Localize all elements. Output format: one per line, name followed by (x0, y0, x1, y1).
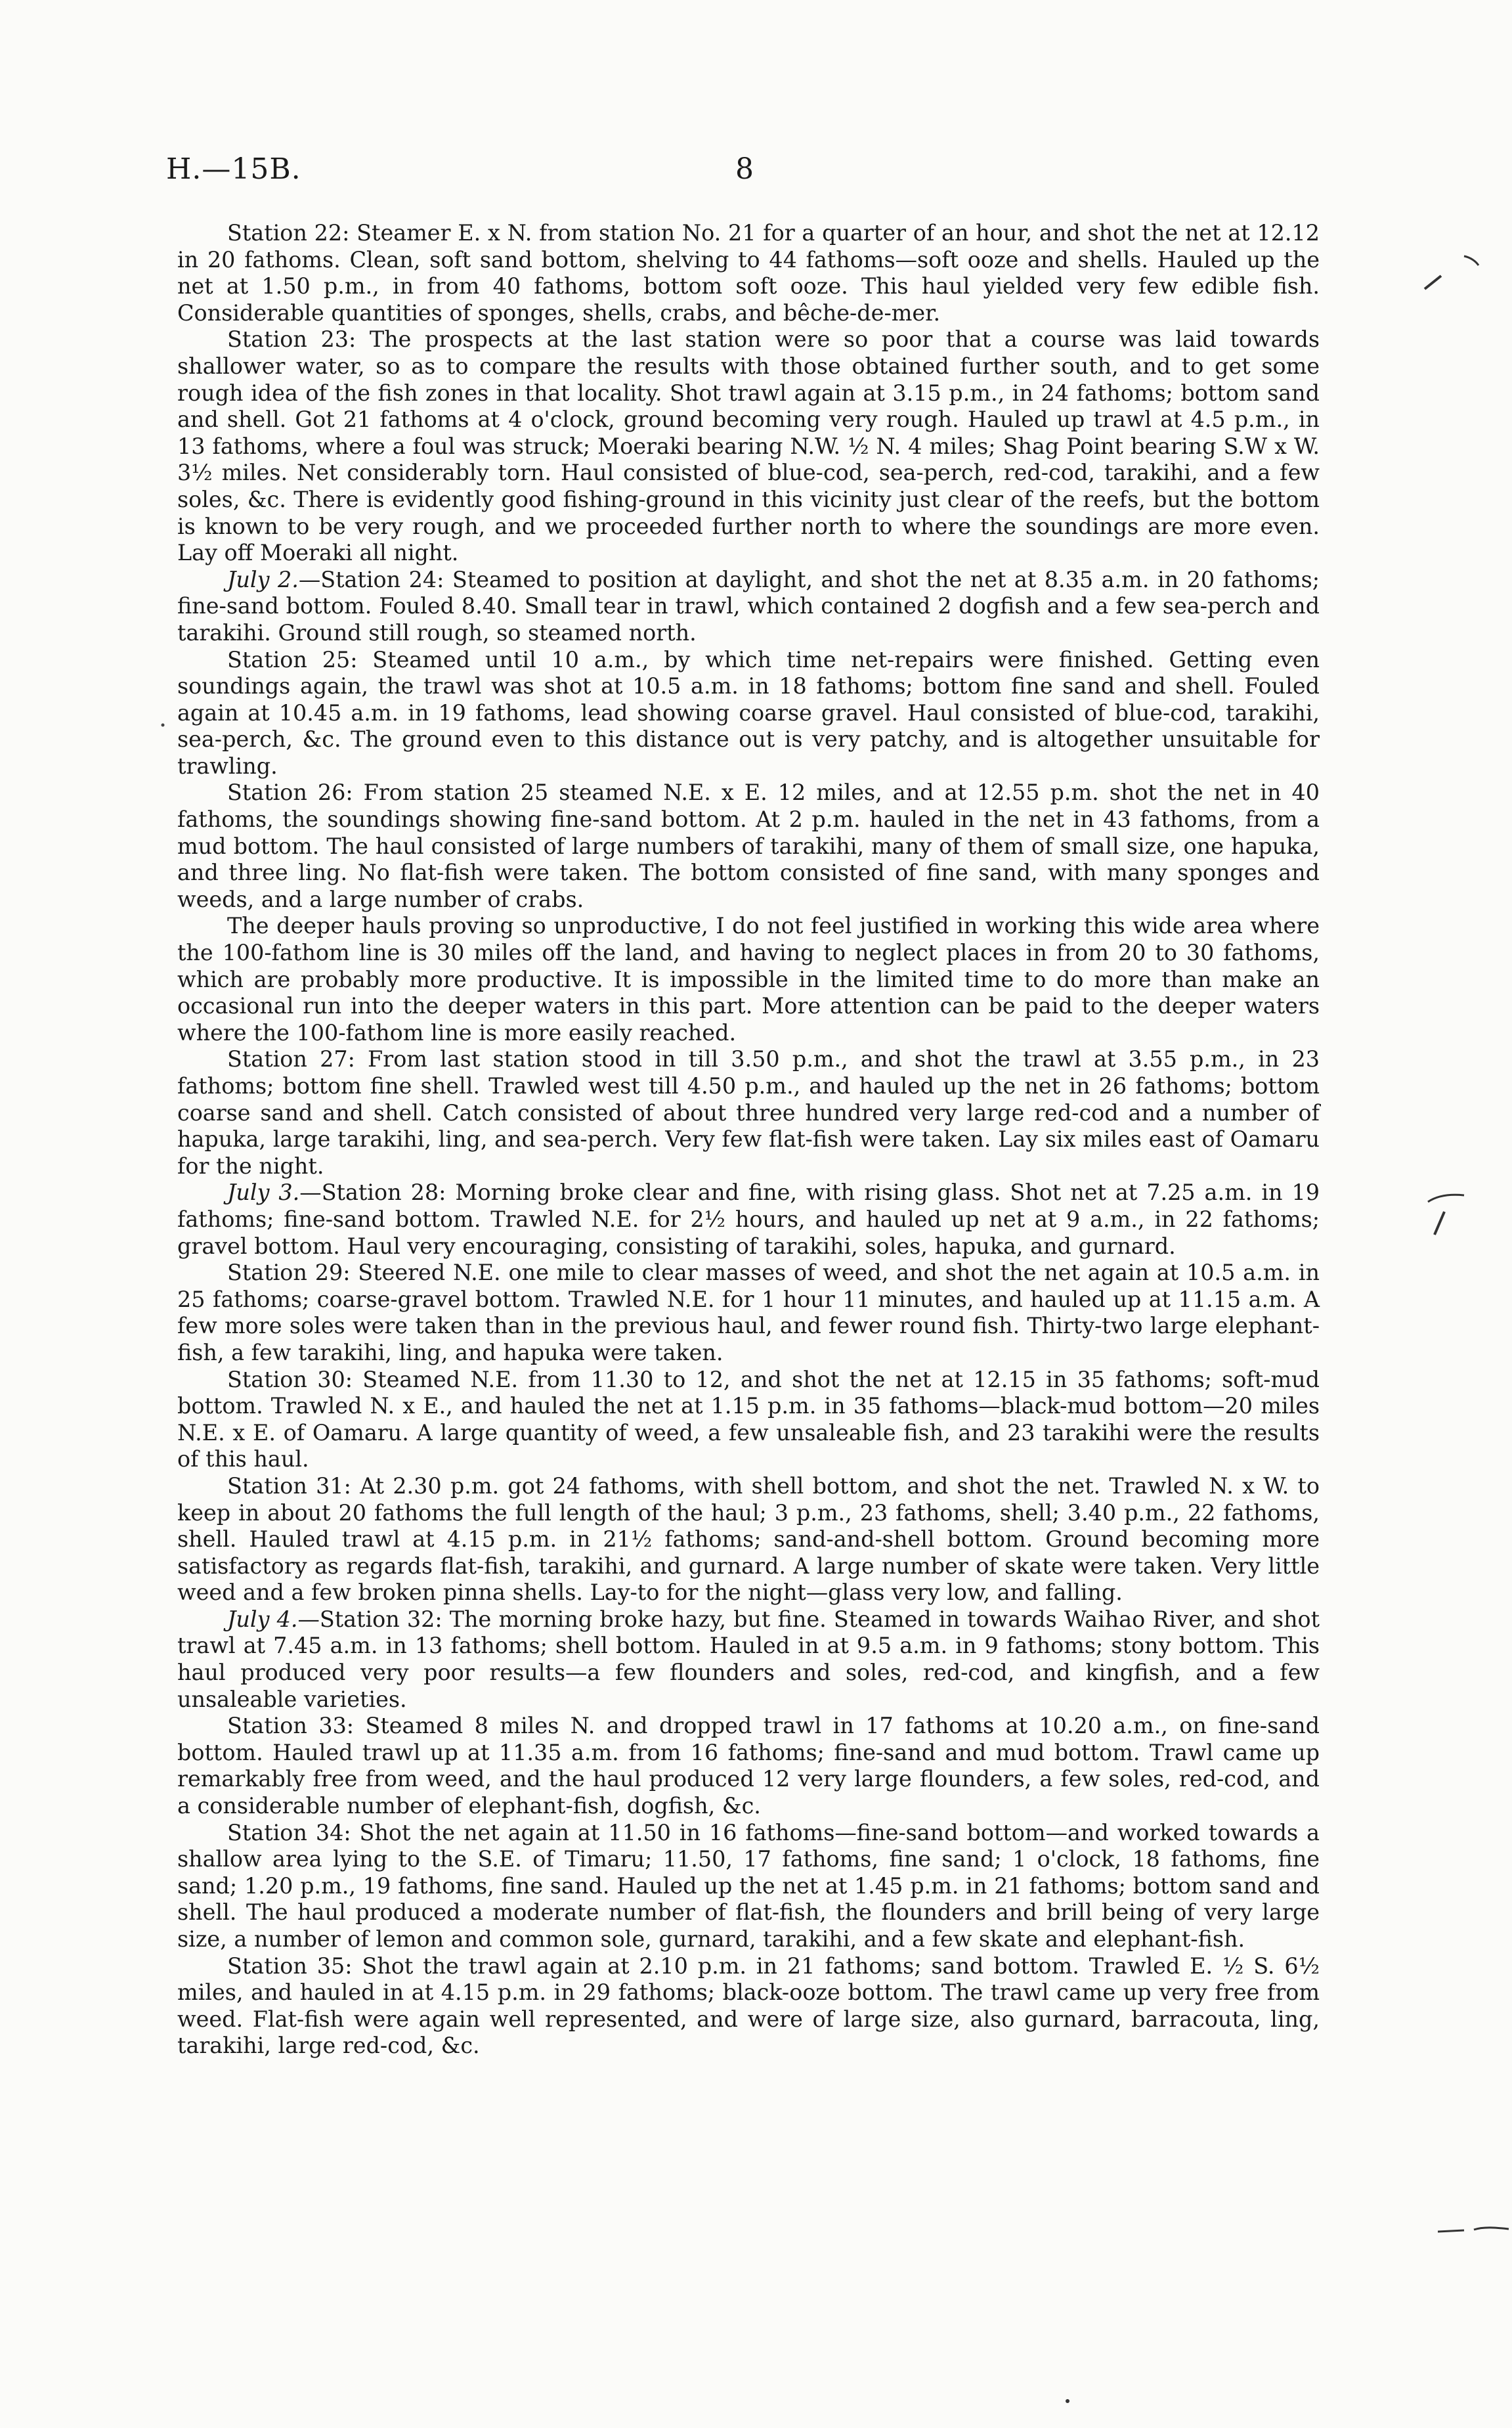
paragraph-deeper-hauls: The deeper hauls proving so unproductive, I do not feel justified in working this wide area where the 100-fathom line is 30 miles off the land, and having to neglect places in from 20 to 30 fathoms, which are probably more productive. It is impossible in the limited time to do more than make an occasional run into the deeper waters in this part. More attention can be paid to the deeper waters where the 100-fathom line is more easily reached. (177, 913, 1320, 1046)
date-heading: July 3. (227, 1180, 300, 1206)
paragraph-station-22: Station 22: Steamer E. x N. from station No. 21 for a quarter of an hour, and shot the net at 12.12 in 20 fathoms. Clean, soft sand bottom, shelving to 44 fathoms—soft ooze and shells. Hauled up the net at 1.50 p.m., in from 40 fathoms, bottom soft ooze. This haul yielded very few edible fish. Considerable quantities of sponges, shells, crabs, and bêche-de-mer. (177, 220, 1320, 326)
page-code: H.—15B. (166, 152, 301, 186)
paragraph-station-34: Station 34: Shot the net again at 11.50 in 16 fathoms—fine-sand bottom—and worked towards a shallow area lying to the S.E. of Timaru; 11.50, 17 fathoms, fine sand; 1 o'clock, 18 fathoms, fine sand; 1.20 p.m., 19 fathoms, fine sand. Hauled up the net at 1.45 p.m. in 21 fathoms; bottom sand and shell. The haul produced a moderate number of flat-fish, the flounders and brill being of very large size, a number of lemon and common sole, gurnard, tarakihi, and a few skate and elephant-fish. (177, 1819, 1320, 1952)
paragraph-july-3-station-28: July 3.—Station 28: Morning broke clear and fine, with rising glass. Shot net at 7.25 a.m. in 19 fathoms; fine-sand bottom. Trawled N.E. for 2½ hours, and hauled up net at 9 a.m., in 22 fathoms; gravel bottom. Haul very encouraging, consisting of tarakihi, soles, hapuka, and gurnard. (177, 1180, 1320, 1259)
margin-mark-middle (1415, 1182, 1474, 1241)
paragraph-july-2-station-24: July 2.—Station 24: Steamed to position at daylight, and shot the net at 8.35 a.m. in 20 fathoms; fine-sand bottom. Fouled 8.40. Small tear in trawl, which contained 2 dogfish and a few sea-perch and tarakihi. Ground still rough, so steamed north. (177, 566, 1320, 646)
paragraph-july-4-station-32: July 4.—Station 32: The morning broke hazy, but fine. Steamed in towards Waihao River, and shot trawl at 7.45 a.m. in 13 fathoms; shell bottom. Hauled in at 9.5 a.m. in 9 fathoms; stony bottom. This haul produced very poor results—a few flounders and soles, red-cod, and kingfish, and a few unsaleable varieties. (177, 1606, 1320, 1712)
margin-mark-bottom (1438, 2220, 1510, 2240)
paragraph-station-26: Station 26: From station 25 steamed N.E. x E. 12 miles, and at 12.55 p.m. shot the net in 40 fathoms, the soundings showing fine-sand bottom. At 2 p.m. hauled in the net in 43 fathoms, from a mud bottom. The haul consisted of large numbers of tarakihi, many of them of small size, one hapuka, and three ling. No flat-fish were taken. The bottom consisted of fine sand, with many sponges and weeds, and a large number of crabs. (177, 780, 1320, 912)
paragraph-station-35: Station 35: Shot the trawl again at 2.10 p.m. in 21 fathoms; sand bottom. Trawled E. ½ S. 6½ miles, and hauled in at 4.15 p.m. in 29 fathoms; black-ooze bottom. The trawl came up very free from weed. Flat-fish were again well represented, and were of large size, also gurnard, barracouta, ling, tarakihi, large red-cod, &c. (177, 1953, 1320, 2059)
paragraph-station-29: Station 29: Steered N.E. one mile to clear masses of weed, and shot the net again at 10.5 a.m. in 25 fathoms; coarse-gravel bottom. Trawled N.E. for 1 hour 11 minutes, and hauled up at 11.15 a.m. A few more soles were taken than in the previous haul, and fewer round fish. Thirty-two large elephant-fish, a few tarakihi, ling, and hapuka were taken. (177, 1260, 1320, 1365)
body-text (177, 220, 1320, 2060)
paragraph-station-27: Station 27: From last station stood in till 3.50 p.m., and shot the trawl at 3.55 p.m., in 23 fathoms; bottom fine shell. Trawled west till 4.50 p.m., and hauled up the net in 26 fathoms; bottom coarse sand and shell. Catch consisted of about three hundred very large red-cod and a number of hapuka, large tarakihi, ling, and sea-perch. Very few flat-fish were taken. Lay six miles east of Oamaru for the night. (177, 1046, 1320, 1179)
paragraph-station-31: Station 31: At 2.30 p.m. got 24 fathoms, with shell bottom, and shot the net. Trawled N. x W. to keep in about 20 fathoms the full length of the haul; 3 p.m., 23 fathoms, shell; 3.40 p.m., 22 fathoms, shell. Hauled trawl at 4.15 p.m. in 21½ fathoms; sand-and-shell bottom. Ground becoming more satisfactory as regards flat-fish, tarakihi, and gurnard. A large number of skate were taken. Very little weed and a few broken pinna shells. Lay-to for the night—glass very low, and falling. (177, 1472, 1320, 1606)
paragraph-station-30: Station 30: Steamed N.E. from 11.30 to 12, and shot the net at 12.15 in 35 fathoms; soft-mud bottom. Trawled N. x E., and hauled the net at 1.15 p.m. in 35 fathoms—black-mud bottom—20 miles N.E. x E. of Oamaru. A large quantity of weed, a few unsaleable fish, and 23 tarakihi were the results of this haul. (177, 1366, 1320, 1472)
paragraph-station-23: Station 23: The prospects at the last station were so poor that a course was laid towards shallower water, so as to compare the results with those obtained further south, and to get some rough idea of the fish zones in that locality. Shot trawl again at 3.15 p.m., in 24 fathoms; bottom sand and shell. Got 21 fathoms at 4 o'clock, ground becoming very rough. Hauled up trawl at 4.5 p.m., in 13 fathoms, where a foul was struck; Moeraki bearing N.W. ½ N. 4 miles; Shag Point bearing S.W x W. 3½ miles. Net considerably torn. Haul consisted of blue-cod, sea-perch, red-cod, tarakihi, and a few soles, &c. There is evidently good fishing-ground in this vicinity just clear of the reefs, but the bottom is known to be very rough, and we proceeded further north to where the soundings are more even. Lay off Moeraki all night. (177, 326, 1320, 566)
paragraph-station-25: Station 25: Steamed until 10 a.m., by which time net-repairs were finished. Getting even soundings again, the trawl was shot at 10.5 a.m. in 18 fathoms; bottom fine sand and shell. Fouled again at 10.45 a.m. in 19 fathoms, lead showing coarse gravel. Haul consisted of blue-cod, tarakihi, sea-perch, &c. The ground even to this distance out is very patchy, and is altogether unsuitable for trawling. (177, 646, 1320, 779)
bottom-dot (1064, 2397, 1071, 2405)
date-heading: July 2. (227, 566, 299, 592)
page-number: 8 (735, 152, 754, 186)
margin-mark-top (1405, 250, 1484, 302)
paragraph-station-33: Station 33: Steamed 8 miles N. and dropped trawl in 17 fathoms at 10.20 a.m., on fine-sand bottom. Hauled trawl up at 11.35 a.m. from 16 fathoms; fine-sand and mud bottom. Trawl came up remarkably free from weed, and the haul produced 12 very large flounders, a few soles, red-cod, and a considerable number of elephant-fish, dogfish, &c. (177, 1713, 1320, 1819)
date-heading: July 4. (227, 1606, 298, 1632)
left-margin-dot (159, 721, 167, 729)
